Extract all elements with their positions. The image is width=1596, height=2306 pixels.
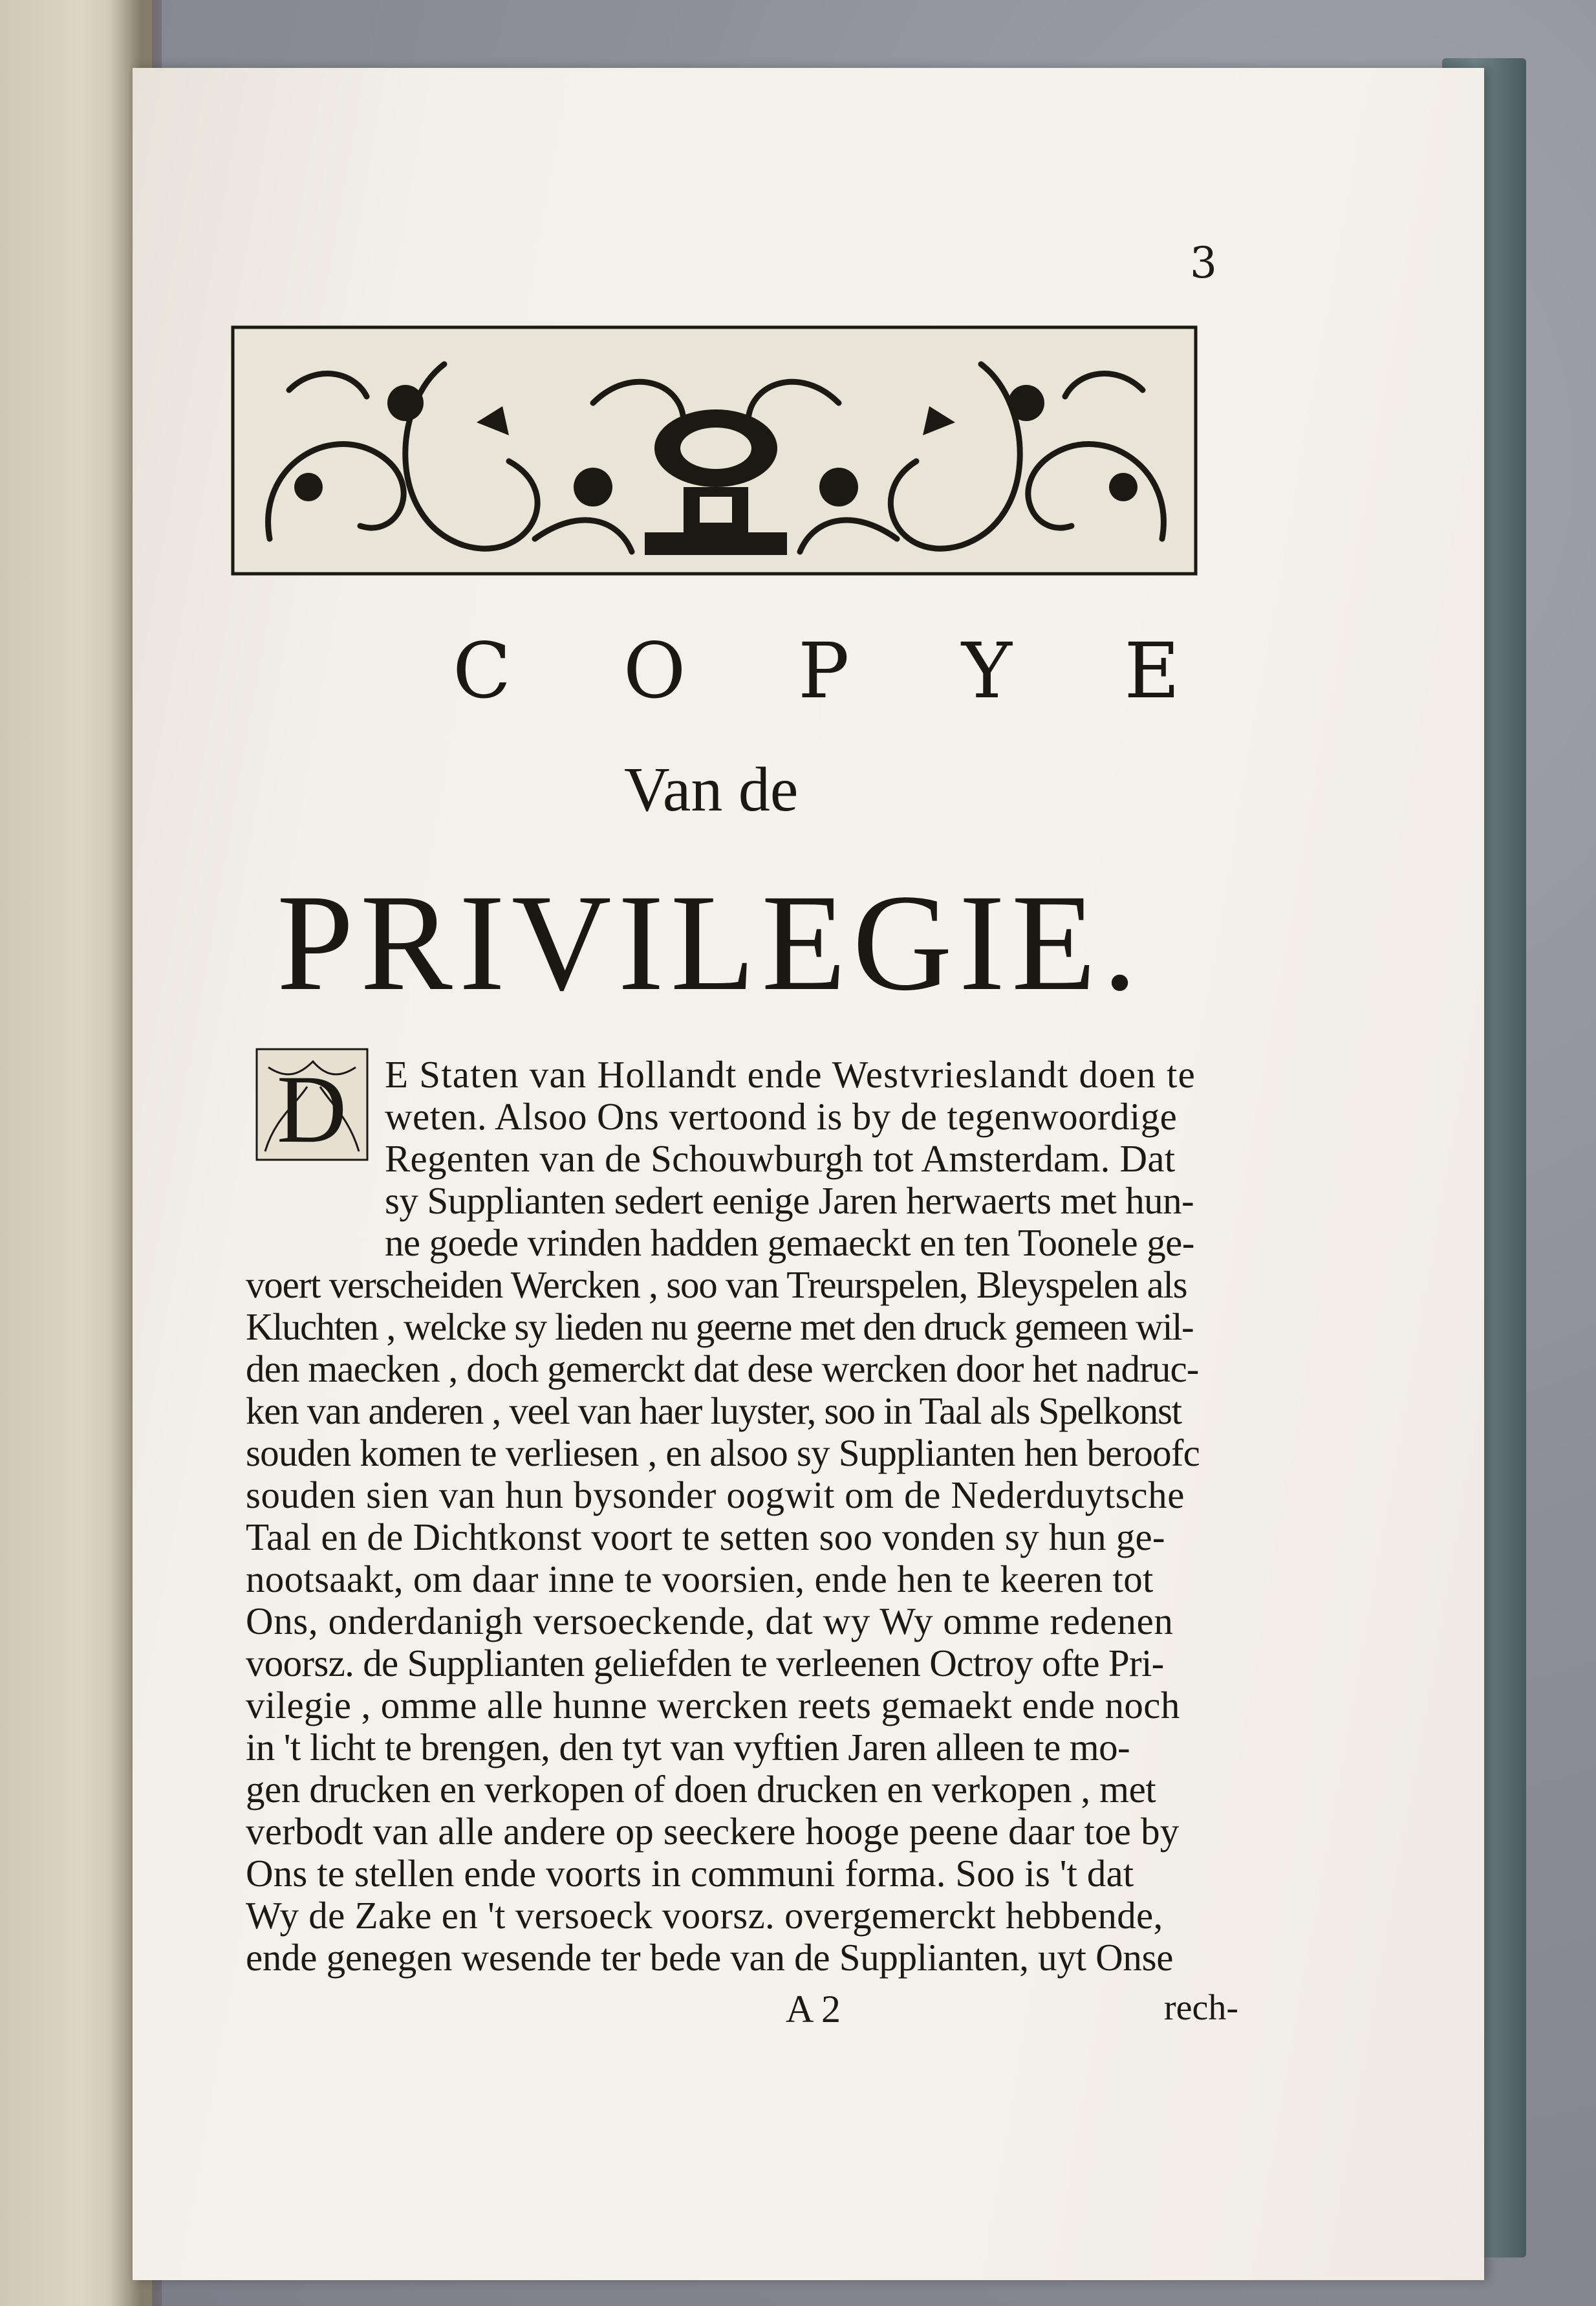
body-line: weten. Alsoo Ons vertoond is by de tegenwoordige <box>385 1095 1178 1138</box>
body-line: vilegie , omme alle hunne wercken reets gemaekt ende noch <box>246 1684 1180 1726</box>
body-line: ken van anderen , veel van haer luyster, soo in Taal als Spelkonst <box>246 1389 1181 1432</box>
body-line: Wy de Zake en 't versoeck voorsz. overgemerckt hebbende, <box>246 1894 1163 1937</box>
woodcut-headpiece-ornament <box>231 325 1198 576</box>
body-line: Ons te stellen ende voorts in communi forma. Soo is 't dat <box>246 1852 1134 1895</box>
body-line: voorsz. de Supplianten geliefden te verleenen Octroy ofte Pri- <box>246 1642 1164 1684</box>
body-line: voert verscheiden Wercken , soo van Treurspelen, Bleyspelen als <box>246 1263 1187 1306</box>
decorated-drop-cap <box>255 1048 369 1161</box>
body-line: den maecken , doch gemerckt dat dese wercken door het nadruc- <box>246 1347 1199 1390</box>
catchword: rech- <box>1164 1988 1239 2028</box>
body-line: ne goede vrinden hadden gemaeckt en ten Toonele ge- <box>385 1221 1194 1264</box>
body-line: E Staten van Hollandt ende Westvrieslandt doen te <box>385 1053 1196 1096</box>
svg-text:D: D <box>276 1056 347 1161</box>
body-line: sy Supplianten sedert eenige Jaren herwaerts met hun- <box>385 1179 1194 1222</box>
signature-mark: A 2 <box>786 1988 841 2030</box>
title-privilegie: PRIVILEGIE. <box>277 866 1144 1019</box>
body-line: souden komen te verliesen , en alsoo sy Supplianten hen beroofc <box>246 1431 1200 1474</box>
title-copye: C O P Y E <box>453 626 1224 715</box>
body-line: Regenten van de Schouwburgh tot Amsterdam. Dat <box>385 1137 1176 1180</box>
body-line: verbodt van alle andere op seeckere hooge peene daar toe by <box>246 1810 1180 1853</box>
title-van-de: Van de <box>624 755 799 825</box>
body-line: nootsaakt, om daar inne te voorsien, ende hen te keeren tot <box>246 1558 1154 1600</box>
body-line: in 't licht te brengen, den tyt van vyftien Jaren alleen te mo- <box>246 1726 1130 1768</box>
body-line: gen drucken en verkopen of doen drucken en verkopen , met <box>246 1768 1156 1811</box>
body-line: souden sien van hun bysonder oogwit om de Nederduytsche <box>246 1474 1185 1516</box>
body-line: ende genegen wesende ter bede van de Supplianten, uyt Onse <box>246 1936 1174 1979</box>
page-number: 3 <box>1190 238 1217 288</box>
body-line: Kluchten , welcke sy lieden nu geerne met den druck gemeen wil- <box>246 1305 1194 1348</box>
body-line: Taal en de Dichtkonst voort te setten soo vonden sy hun ge- <box>246 1516 1165 1558</box>
body-line: Ons, onderdanigh versoeckende, dat wy Wy omme redenen <box>246 1600 1174 1642</box>
